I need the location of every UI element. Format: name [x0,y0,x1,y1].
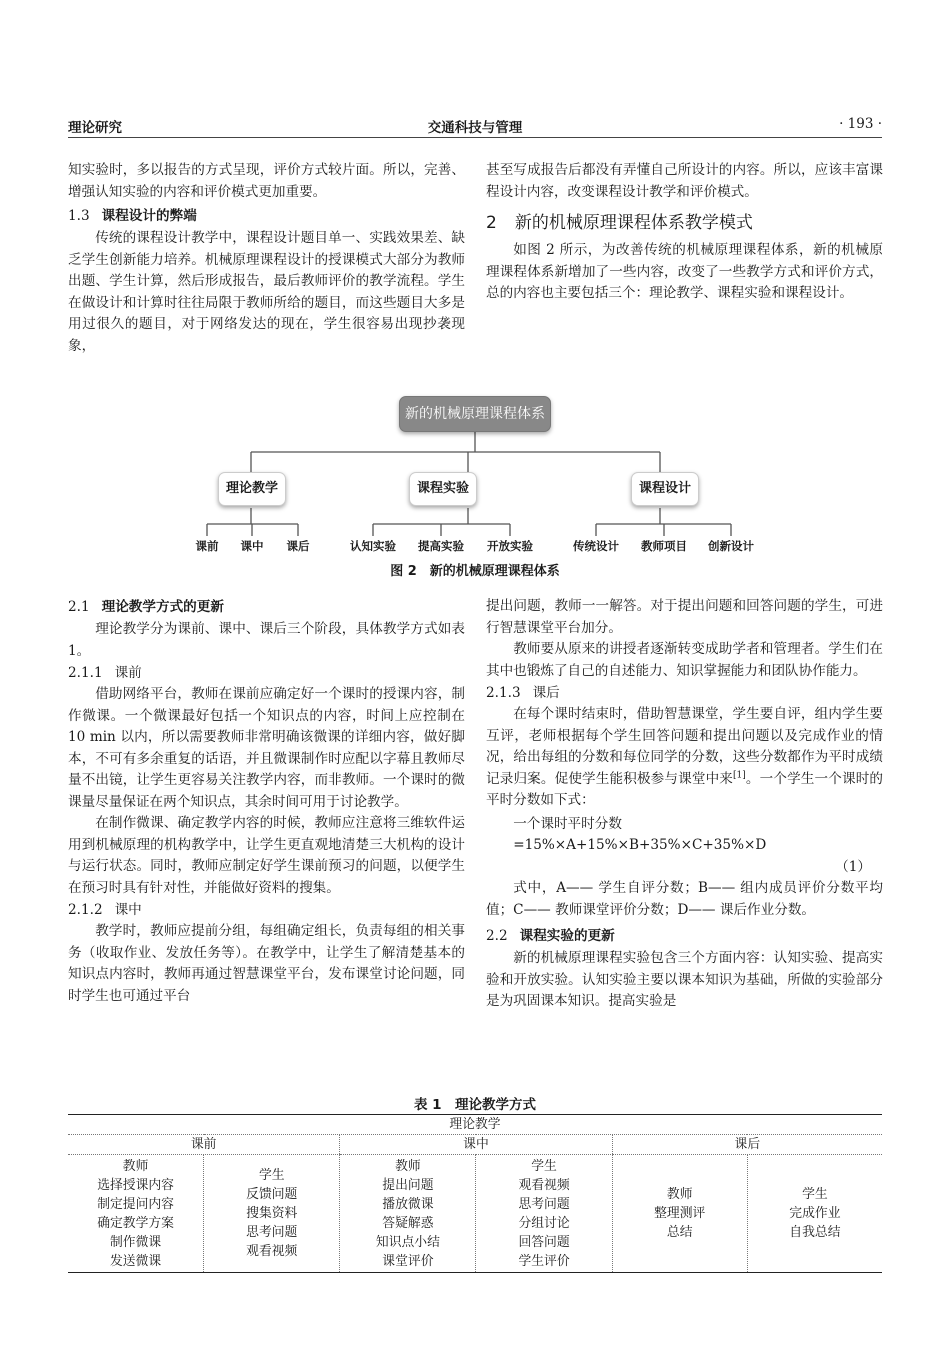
table-phase-header: 课后 [612,1135,882,1155]
section-1-3-heading: 1.3 课程设计的弊端 [68,208,197,224]
paragraph: 理论教学分为课前、课中、课后三个阶段，具体教学方式如表 1。 [68,621,465,659]
diagram-leaf: 课后 [286,539,310,553]
diagram-leaf: 开放实验 [487,539,533,553]
paragraph: 新的机械原理课程实验包含三个方面内容：认知实验、提高实验和开放实验。认知实验主要以课本知识为基础，所做的实验部分是为巩固课本知识。提高实验是 [486,950,883,1009]
diagram-leaf: 认知实验 [350,539,396,553]
paragraph: 如图 2 所示，为改善传统的机械原理课程体系，新的机械原理课程体系新增加了一些内容，改变了一些教学方式和评价方式，总的内容也主要包括三个：理论教学、课程实验和课程设计。 [486,242,883,301]
table-title: 理论教学 [68,1115,882,1135]
table-cell: 教师 整理测评 总结 [612,1155,747,1273]
diagram-leaf: 课中 [240,539,264,553]
header-rule [68,137,882,138]
right-column-bottom [486,596,883,1013]
paragraph: 在每个课时结束时，借助智慧课堂，学生要自评，组内学生要互评，老师根据每个学生回答问题和提出问题以及完成作业的情况，给出每组的分数和每位同学的分数，这些分数都作为平时成绩记录归案。促使学生能积极参与课堂中来[1]。一个学生一个课时的平时分数如下式： [486,706,884,808]
paragraph: 式中，A—— 学生自评分数；B—— 组内成员评价分数平均值；C—— 教师课堂评价分数；D—— 课后作业分数。 [486,880,883,918]
table-cell: 学生 反馈问题 搜集资料 思考问题 观看视频 [204,1155,340,1273]
left-column-bottom [68,596,465,1007]
diagram-root-node: 新的机械原理课程体系 [399,396,551,432]
section-2-1-heading: 2.1 理论教学方式的更新 [68,599,224,615]
paragraph: 教师要从原来的讲授者逐渐转变成助学者和管理者。学生们在其中也锻炼了自己的自述能力、知识掌握能力和团队协作能力。 [486,641,883,679]
table-cell: 教师 选择授课内容 制定提问内容 确定教学方案 制作微课 发送微课 [68,1155,204,1273]
table-phase-header: 课中 [340,1135,612,1155]
paragraph: 传统的课程设计教学中，课程设计题目单一、实践效果差、缺乏学生创新能力培养。机械原理课程设计的授课模式大部分为教师出题、学生计算，然后形成报告，最后教师评价的教学流程。学生在做设计和计算时往往局限于教师所给的题目，而这些题目大多是用过很久的题目，对于网络发达的现在，学生很容易出现抄袭现象， [68,230,465,354]
header-page-number: · 193 · [839,116,882,132]
diagram-leaf: 提高实验 [418,539,464,553]
teaching-method-table [68,1114,882,1273]
right-column-top [486,160,883,305]
paragraph: 教学时，教师应提前分组，每组确定组长，负责每组的相关事务（收取作业、发放任务等）。在教学中，让学生了解清楚基本的知识点内容时，教师再通过智慧课堂平台，发布课堂讨论问题，同时学生也可通过平台 [68,923,465,1004]
paragraph: 在制作微课、确定教学内容的时候，教师应注意将三维软件运用到机械原理的机构教学中，让学生更直观地清楚三大机构的设计与运行状态。同时，教师应制定好学生课前预习的问题，以便学生在预习时具有针对性，并能做好资料的搜集。 [68,815,465,896]
header-journal: 交通科技与管理 [427,120,523,136]
diagram-node-design: 课程设计 [631,472,699,506]
figure-caption: 图 2 新的机械原理课程体系 [390,564,560,579]
table-cell: 教师 提出问题 播放微课 答疑解惑 知识点小结 课堂评价 [340,1155,476,1273]
course-system-diagram [190,396,760,558]
table-cell: 学生 完成作业 自我总结 [747,1155,882,1273]
diagram-leaf: 课前 [195,539,219,553]
section-2-1-3-heading: 2.1.3 课后 [486,685,560,701]
running-header [68,114,882,134]
paragraph: 甚至写成报告后都没有弄懂自己所设计的内容。所以，应该丰富课程设计内容，改变课程设计教学和评价模式。 [486,162,883,200]
section-2-heading: 2 新的机械原理课程体系教学模式 [486,213,753,233]
left-column-top [68,160,465,357]
section-2-1-1-heading: 2.1.1 课前 [68,665,142,681]
section-2-1-2-heading: 2.1.2 课中 [68,902,142,918]
diagram-node-experiment: 课程实验 [409,472,477,506]
diagram-leaf: 传统设计 [573,539,619,553]
citation-ref[interactable]: [1] [733,769,746,780]
diagram-leaf: 教师项目 [641,539,687,553]
section-2-2-heading: 2.2 课程实验的更新 [486,928,615,944]
equation: 一个课时平时分数 =15%×A+15%×B+35%×C+35%×D [513,815,767,853]
equation-number: （1） [835,858,871,875]
table-cell: 学生 观看视频 思考问题 分组讨论 回答问题 学生评价 [476,1155,612,1273]
paragraph: 提出问题，教师一一解答。对于提出问题和回答问题的学生，可进行智慧课堂平台加分。 [486,598,883,636]
paragraph: 借助网络平台，教师在课前应确定好一个课时的授课内容，制作微课。一个微课最好包括一个知识点的内容，时间上应控制在 10 min 以内，所以需要教师非常明确该微课的详细内容，做好脚本，不可有多余重复的话语，并且微课制作时应配以字幕且教师尽量不出镜，让学生更容易关注教学内容，而非教师。一个课时的微课量尽量保证在两个知识点，其余时间可用于讨论教学。 [68,686,465,810]
table-phase-header: 课前 [68,1135,340,1155]
paragraph: 知实验时，多以报告的方式呈现，评价方式较片面。所以，完善、增强认知实验的内容和评价模式更加重要。 [68,162,465,200]
table-caption: 表 1 理论教学方式 [413,1097,537,1113]
header-section: 理论研究 [68,120,122,136]
diagram-leaf: 创新设计 [708,539,754,553]
diagram-node-theory: 理论教学 [218,472,286,506]
